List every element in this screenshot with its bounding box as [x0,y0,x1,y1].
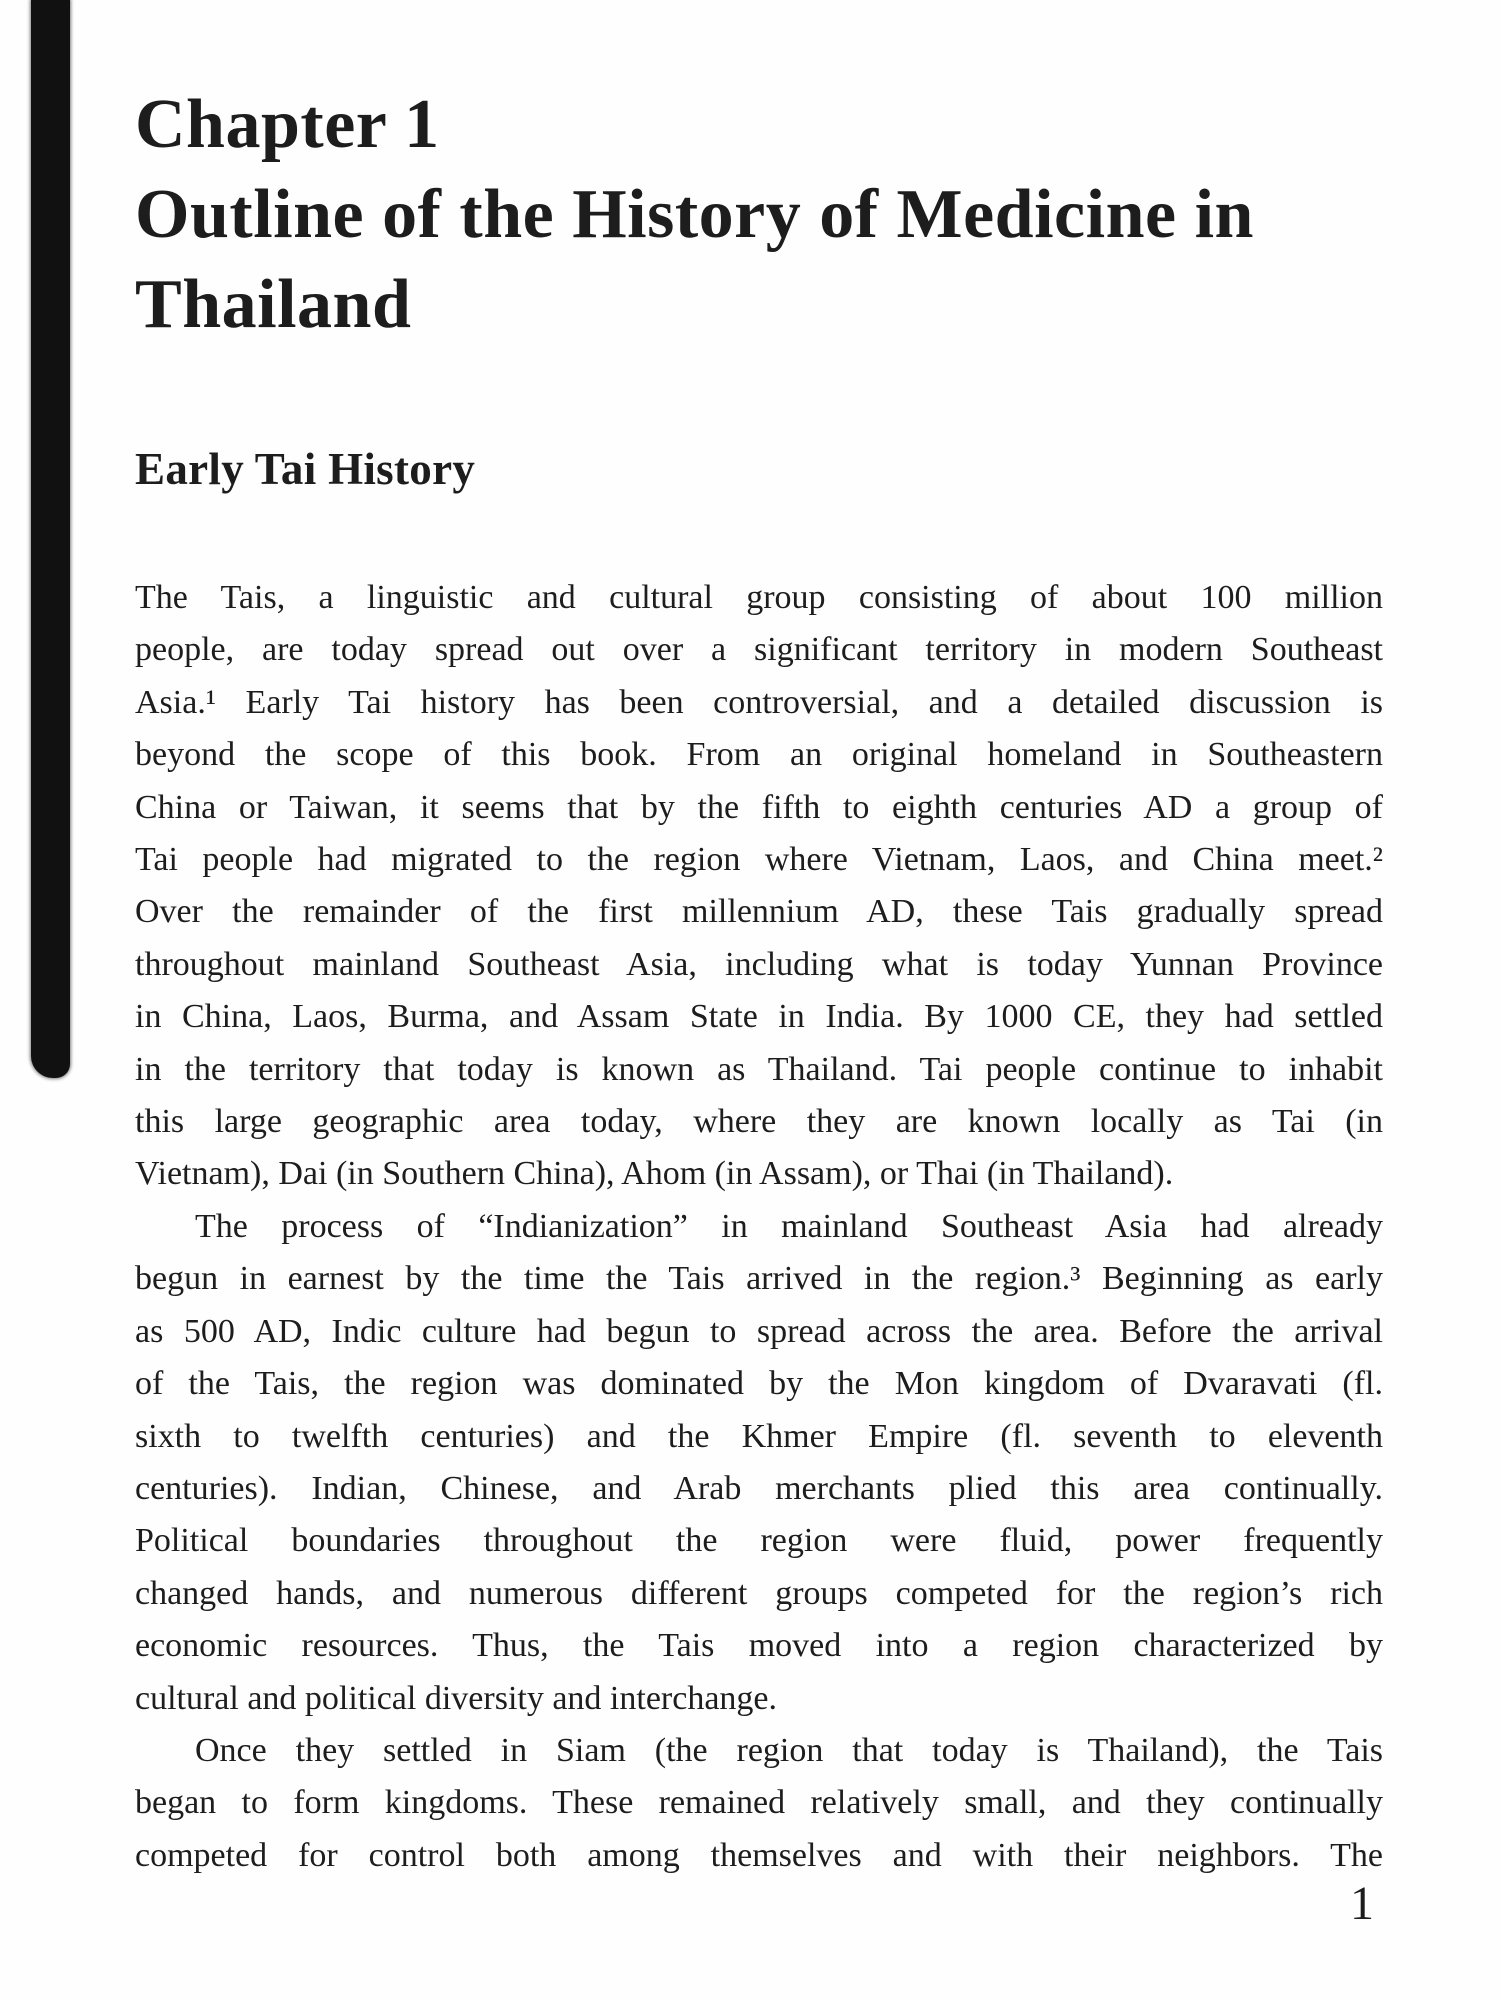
text-line: Once they settled in Siam (the region that today is Thailand), the Tais [195,1731,1383,1769]
text-line: sixth to twelfth centuries) and the Khmer Empire (fl. seventh to eleventh [135,1417,1383,1455]
paragraph [135,1725,1383,1882]
section-heading: Early Tai History [135,444,476,494]
text-line: people, are today spread out over a significant territory in modern Southeast [135,631,1383,669]
paragraph [135,572,1383,1201]
page-content [135,0,1383,1882]
text-line: Vietnam), Dai (in Southern China), Ahom (in Assam), or Thai (in Thailand). [135,1155,1174,1193]
chapter-title-line-1: Outline of the History of Medicine in [135,176,1254,253]
text-line: Political boundaries throughout the region were fluid, power frequently [135,1522,1383,1560]
text-line: The Tais, a linguistic and cultural group consisting of about 100 million [135,579,1383,616]
text-line: competed for control both among themselves and with their neighbors. The [135,1836,1383,1874]
text-line: China or Taiwan, it seems that by the fifth to eighth centuries AD a group of [135,788,1383,826]
text-line: The process of “Indianization” in mainland Southeast Asia had already [195,1207,1383,1245]
text-line: Tai people had migrated to the region where Vietnam, Laos, and China meet.² [135,841,1383,879]
text-line: this large geographic area today, where they are known locally as Tai (in [135,1103,1383,1141]
chapter-title [135,80,1383,350]
scan-gutter-shadow-bar [31,0,70,1078]
body-text [135,572,1383,1882]
text-line: changed hands, and numerous different groups competed for the region’s rich [135,1574,1383,1612]
text-line: centuries). Indian, Chinese, and Arab merchants plied this area continually. [135,1469,1383,1507]
text-line: begun in earnest by the time the Tais arrived in the region.³ Beginning as early [135,1260,1383,1298]
chapter-title-line-2: Thailand [135,266,412,343]
text-line: in the territory that today is known as Thailand. Tai people continue to inhabit [135,1050,1383,1088]
page-number: 1 [1350,1877,1374,1930]
text-line: Over the remainder of the first millennium AD, these Tais gradually spread [135,893,1383,931]
text-line: throughout mainland Southeast Asia, including what is today Yunnan Province [135,945,1383,983]
paragraph [135,1201,1383,1725]
chapter-number-line: Chapter 1 [135,86,440,163]
text-line: in China, Laos, Burma, and Assam State in India. By 1000 CE, they had settled [135,998,1383,1036]
text-line: Asia.¹ Early Tai history has been controversial, and a detailed discussion is [135,683,1383,721]
text-line: cultural and political diversity and interchange. [135,1679,777,1717]
text-line: began to form kingdoms. These remained relatively small, and they continually [135,1784,1383,1822]
text-line: as 500 AD, Indic culture had begun to spread across the area. Before the arrival [135,1312,1383,1350]
text-line: of the Tais, the region was dominated by the Mon kingdom of Dvaravati (fl. [135,1365,1383,1403]
text-line: economic resources. Thus, the Tais moved into a region characterized by [135,1627,1383,1665]
text-line: beyond the scope of this book. From an original homeland in Southeastern [135,736,1383,774]
